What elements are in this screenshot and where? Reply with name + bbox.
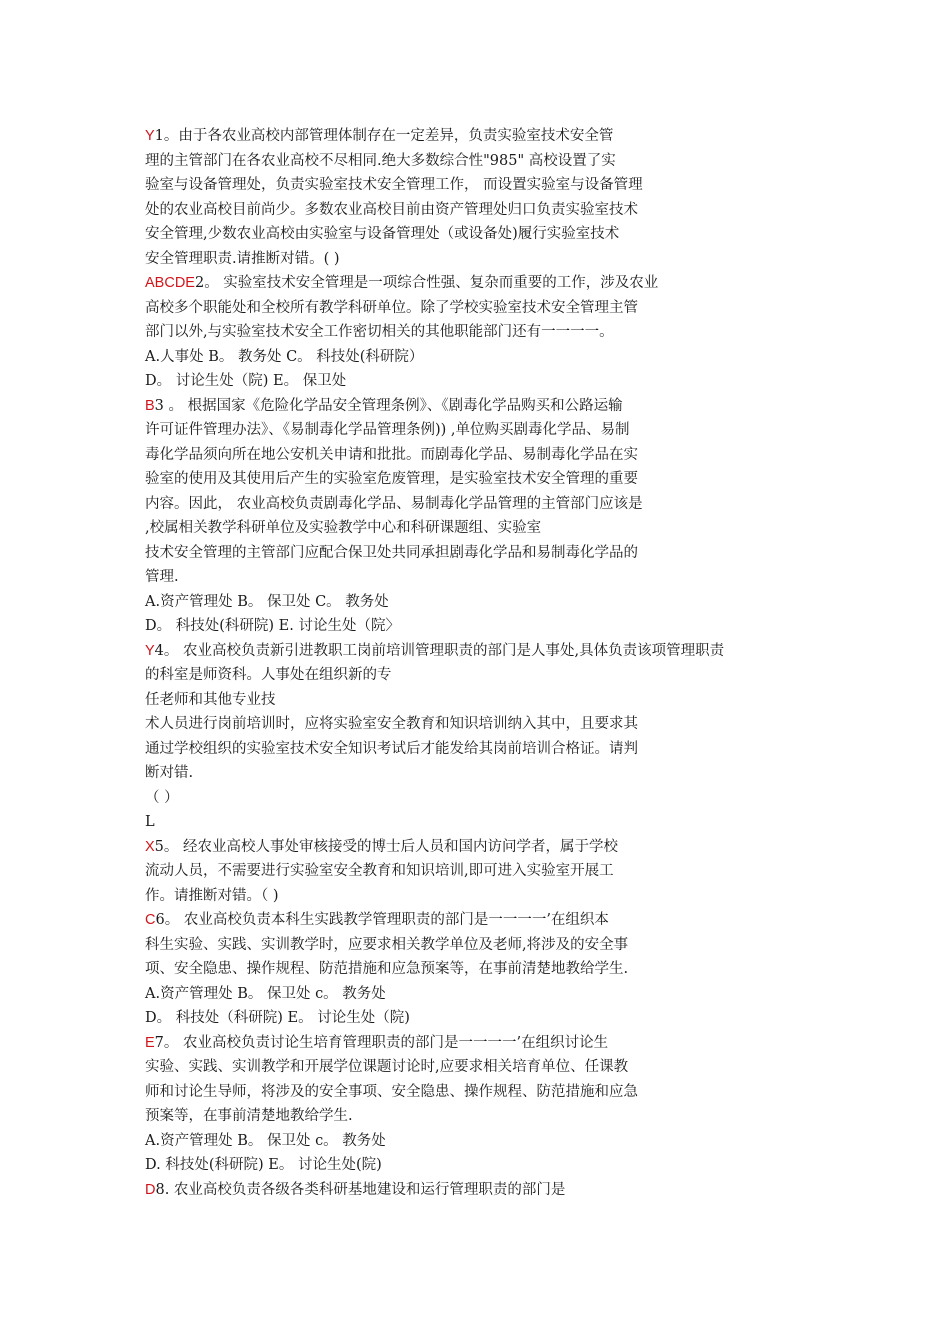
line-text: 师和讨论生导师，将涉及的安全事项、安全隐患、操作规程、防范措施和应急 [145,1083,638,1100]
text-line [145,737,825,762]
text-line [145,320,825,345]
line-text: D。 科技处（科研院) E。 讨论生处（院) [145,1010,410,1026]
text-line [145,149,825,174]
line-text: 8. 农业高校负责各级各类科研基地建设和运行管理职责的部门是 [155,1181,566,1198]
line-text: 高校多个职能处和全校所有教学科研单位。除了学校实验室技术安全管理主管 [145,299,638,316]
answer-mark: E [145,1034,155,1051]
text-line [145,590,825,615]
line-text: 3 。 根据国家《危险化学品安全管理条例》、《剧毒化学品购买和公路运输 [154,397,623,414]
line-text: 管理. [145,569,179,585]
text-line [145,884,825,909]
text-line [145,614,825,639]
text-line [145,467,825,492]
text-line [145,761,825,786]
text-line [145,516,825,541]
line-text: 流动人员，不需要进行实验室安全教育和知识培训,即可进入实验室开展工 [145,863,614,879]
line-text: 7。 农业高校负责讨论生培育管理职责的部门是一一一一’在组织讨论生 [154,1034,609,1051]
line-text: 5。 经农业高校人事处审核接受的博士后人员和国内访问学者，属于学校 [154,838,619,855]
text-line [145,394,825,419]
line-text: 4。 农业高校负责新引进教职工岗前培训管理职责的部门是人事处,具体负责该项管理职责 [154,642,725,659]
line-text: D. 科技处(科研院) E。 讨论生处(院) [145,1157,382,1173]
line-text: 6。 农业高校负责本科生实践教学管理职责的部门是一一一一’在组织本 [155,912,609,928]
line-text: 内容。因此， 农业高校负责剧毒化学品、易制毒化学品管理的主管部门应该是 [145,495,643,512]
text-line [145,247,825,272]
line-text: 断对错. [145,765,194,781]
line-text: 2。 实验室技术安全管理是一项综合性强、复杂而重要的工作，涉及农业 [194,275,659,291]
text-line [145,369,825,394]
text-line [145,982,825,1007]
text-line [145,443,825,468]
text-line [145,565,825,590]
line-text: 安全管理职责.请推断对错。( ) [145,250,340,267]
answer-mark: Y [145,128,155,144]
document-body [145,124,825,1202]
line-text: D。 科技处(科研院) E. 讨论生处（院〉 [145,618,400,634]
answer-mark: D [145,1181,156,1198]
text-line [145,908,825,933]
line-text: 实验、实践、实训教学和开展学位课题讨论时,应要求相关培育单位、任课教 [145,1059,629,1075]
text-line [145,222,825,247]
text-line [145,271,825,296]
line-text: 验室与设备管理处，负责实验室技术安全管理工作， 而设置实验室与设备管理 [145,177,643,193]
line-text: 安全管理,少数农业高校由实验室与设备管理处（或设备处)履行实验室技术 [145,226,620,242]
line-text: 通过学校组织的实验室技术安全知识考试后才能发给其岗前培训合格证。请判 [145,740,638,757]
text-line [145,541,825,566]
line-text: 验室的使用及其使用后产生的实验室危废管理，是实验室技术安全管理的重要 [145,471,638,487]
text-line [145,198,825,223]
line-text: 预案等，在事前清楚地教给学生. [145,1108,353,1124]
text-line [145,933,825,958]
text-line [145,859,825,884]
text-line [145,124,825,149]
line-text: 1。由于各农业高校内部管理体制存在一定差异，负责实验室技术安全管 [154,128,614,144]
line-text: 科生实验、实践、实训教学时，应要求相关教学单位及老师,将涉及的安全事 [145,936,629,953]
line-text: 理的主管部门在各农业高校不尽相同.绝大多数综合性"985" 高校设置了实 [145,152,616,169]
text-line [145,688,825,713]
text-line [145,957,825,982]
text-line [145,418,825,443]
text-line [145,1178,825,1203]
line-text: （ ） [145,789,179,806]
text-line [145,1031,825,1056]
text-line [145,492,825,517]
answer-mark: ABCDE [145,275,195,291]
line-text: A.资产管理处 B。 保卫处 c。 教务处 [145,1132,386,1149]
answer-mark: Y [145,642,155,659]
answer-mark: B [145,397,155,414]
line-text: 部门以外,与实验室技术安全工作密切相关的其他职能部门还有一一一一。 [145,324,614,340]
line-text: 任老师和其他专业技 [145,691,276,708]
line-text: L [145,814,155,830]
answer-mark: C [145,912,156,928]
line-text: 毒化学品须向所在地公安机关申请和批批。而剧毒化学品、易制毒化学品在实 [145,446,638,463]
text-line [145,835,825,860]
line-text: ,校属相关教学科研单位及实验教学中心和科研课题组、实验室 [145,520,542,536]
text-line [145,639,825,664]
text-line [145,810,825,835]
text-line [145,1104,825,1129]
line-text: 许可证件管理办法》、《易制毒化学品管理条例)) ,单位购买剧毒化学品、易制 [145,422,630,438]
text-line [145,296,825,321]
text-line [145,173,825,198]
text-line [145,1153,825,1178]
line-text: 作。请推断对错。（ ) [145,887,279,904]
line-text: 处的农业高校目前尚少。多数农业高校目前由资产管理处归口负责实验室技术 [145,201,638,218]
text-line [145,786,825,811]
line-text: A.资产管理处 B。 保卫处 c。 教务处 [145,985,386,1002]
answer-mark: X [145,838,155,855]
line-text: 术人员进行岗前培训时，应将实验室安全教育和知识培训纳入其中，且要求其 [145,716,638,732]
text-line [145,712,825,737]
line-text: 项、安全隐患、操作规程、防范措施和应急预案等，在事前清楚地教给学生. [145,961,629,977]
line-text: D。 讨论生处（院) E。 保卫处 [145,373,347,389]
line-text: 的科室是师资科。人事处在组织新的专 [145,667,392,683]
text-line [145,345,825,370]
text-line [145,1129,825,1154]
line-text: A.资产管理处 B。 保卫处 C。 教务处 [145,593,389,610]
line-text: 技术安全管理的主管部门应配合保卫处共同承担剧毒化学品和易制毒化学品的 [145,544,638,561]
text-line [145,663,825,688]
text-line [145,1080,825,1105]
text-line [145,1055,825,1080]
text-line [145,1006,825,1031]
line-text: A.人事处 B。 教务处 C。 科技处(科研院） [145,348,424,365]
